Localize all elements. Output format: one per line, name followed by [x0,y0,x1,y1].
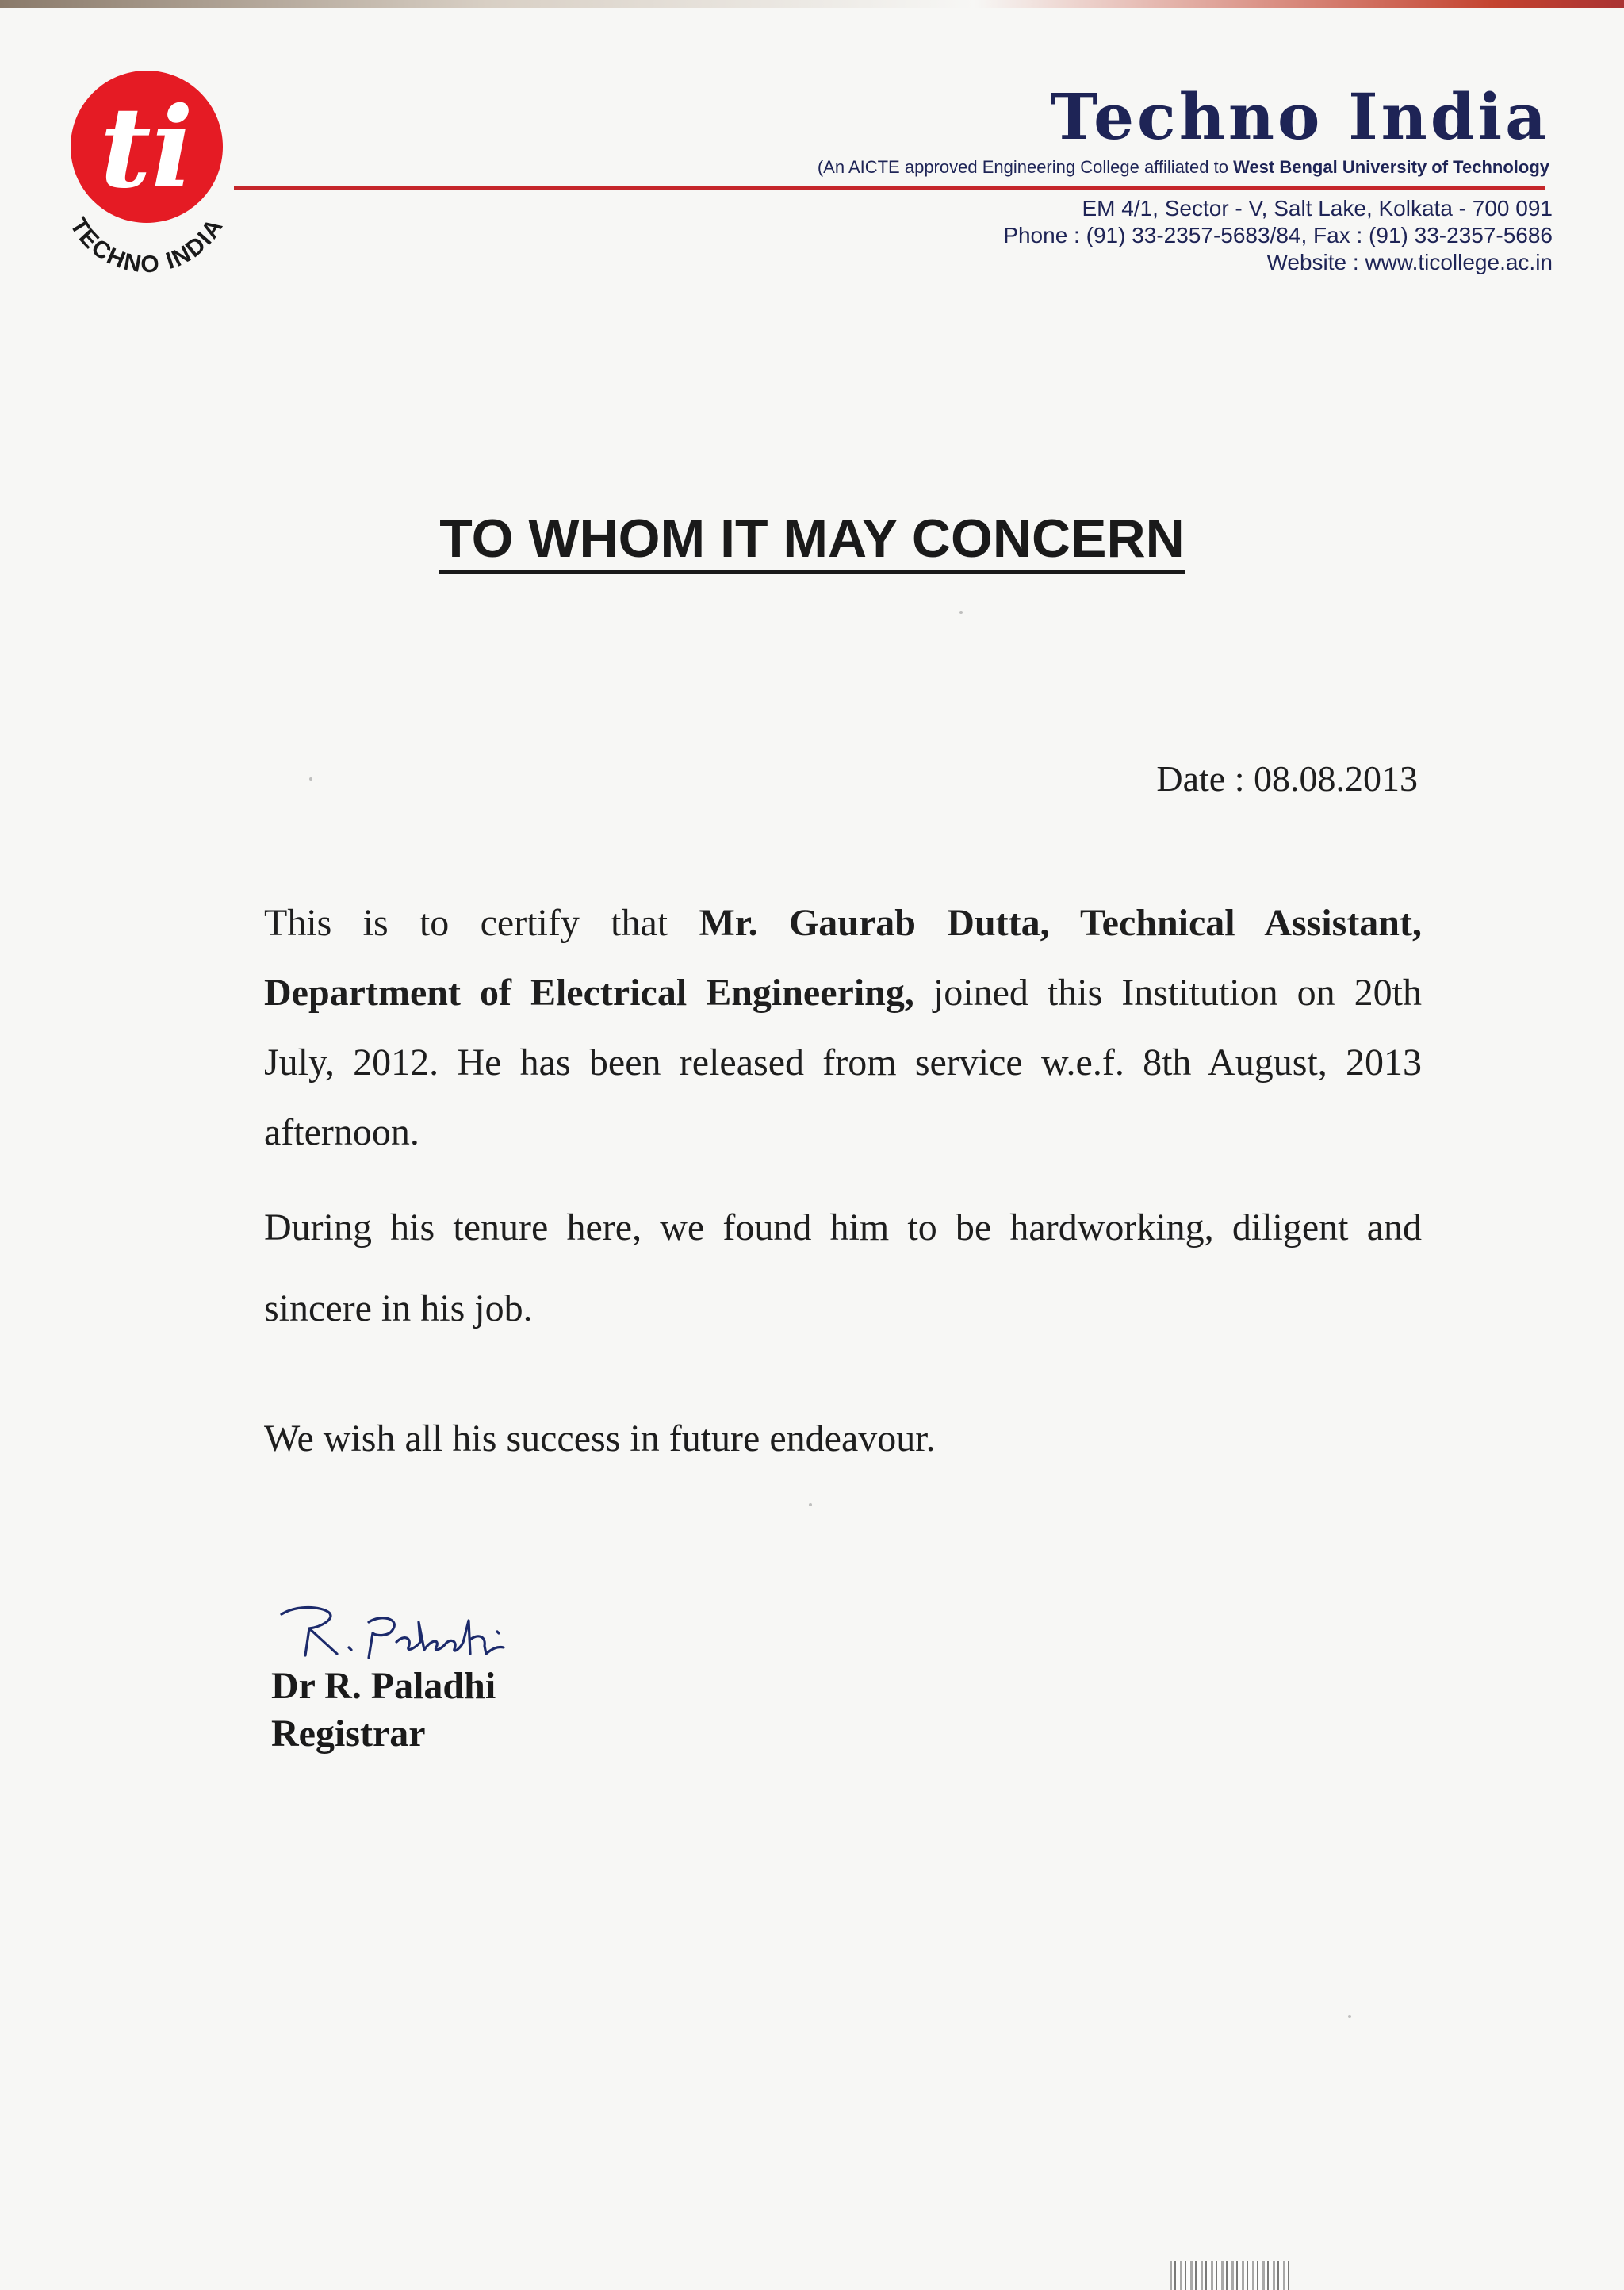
paper-speck [1348,2015,1351,2018]
certification-paragraph [264,888,1422,1168]
affiliation-prefix: (An AICTE approved Engineering College affiliated to [817,157,1234,177]
logo-text: TECHNO INDIA [64,213,229,274]
techno-india-logo [44,67,250,274]
contact-block [1003,195,1553,276]
wishes-paragraph: We wish all his success in future endeavour. [264,1417,936,1460]
paper-speck [309,777,312,781]
employee-details: Mr. Gaurab Dutta, Technical Assistant, Department of Electrical Engineering, [264,902,1422,1014]
para1-intro: This is to certify that [264,902,699,944]
scan-edge [0,0,1624,8]
handwritten-signature [274,1598,559,1670]
paper-speck [809,1503,812,1506]
affiliation-university: West Bengal University of Technology [1233,157,1549,177]
phone-fax: Phone : (91) 33-2357-5683/84, Fax : (91) 33-2357-5686 [1003,223,1553,247]
signatory-block [271,1663,496,1758]
signatory-title: Registrar [271,1713,426,1755]
website: Website : www.ticollege.ac.in [1266,250,1553,274]
conduct-paragraph: During his tenure here, we found him to be hardworking, diligent and sincere in his job. [264,1206,1422,1329]
scan-artifact [1170,2261,1289,2290]
para1-rest: joined this Institution on 20th July, 2012. He has been released from service w.e.f. 8th August, 2013 afternoon. [264,972,1422,1153]
institution-name: Techno India [1050,79,1549,154]
signatory-name: Dr R. Paladhi [271,1665,496,1707]
affiliation-line [818,157,1549,178]
paper-speck [959,611,963,614]
letter-date: Date : 08.08.2013 [1156,758,1418,799]
letter-heading [0,508,1624,570]
header-divider [234,186,1545,190]
heading-text: TO WHOM IT MAY CONCERN [439,508,1184,574]
logo-monogram: ti [100,83,193,213]
address: EM 4/1, Sector - V, Salt Lake, Kolkata - 700 091 [1082,196,1553,221]
